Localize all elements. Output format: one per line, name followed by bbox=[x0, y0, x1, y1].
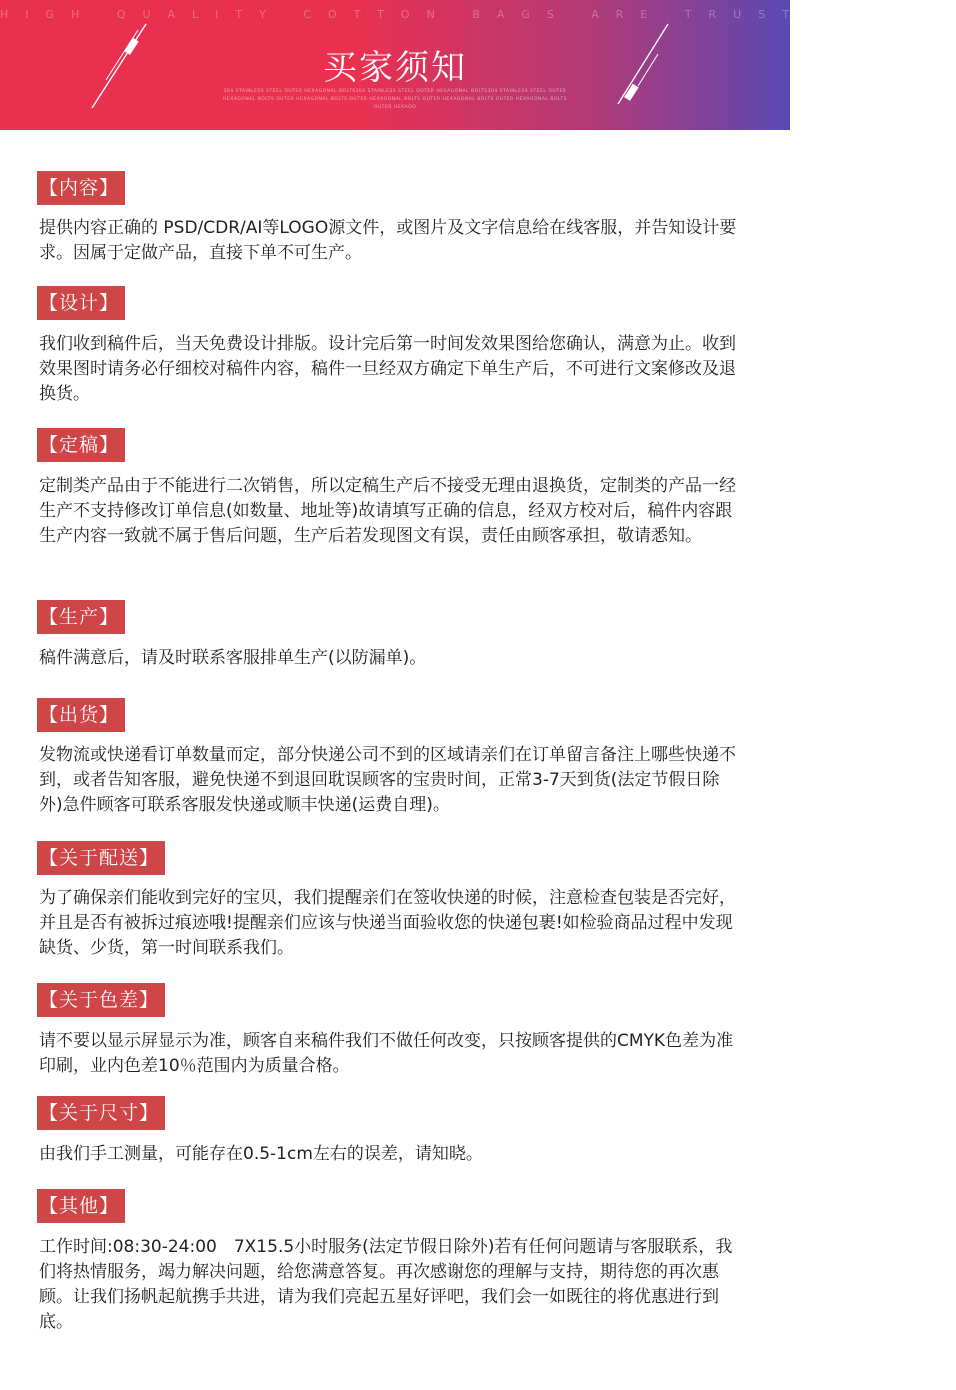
section-heading: 【关于尺寸】 bbox=[37, 1096, 165, 1130]
section-heading: 【关于配送】 bbox=[37, 841, 165, 875]
section-heading: 【设计】 bbox=[37, 286, 125, 320]
header-banner bbox=[0, 0, 956, 130]
banner-fine-print: 304 STAINLESS STEEL OUTER HEXAGONAL BOLTS304 STAINLESS STEEL OUTER HEXAGONAL BOLTS304 STAINLESS STEEL OUTER HEXAGONAL BOLTS OUTER HEXAGONAL BOLTS OUTER HEXAGONAL BOLTS OUTER HEXAGONAL BOLTS OUTER HEXAGONAL BOLTS OUTER HEXAGO bbox=[223, 89, 567, 110]
section-heading: 【定稿】 bbox=[37, 428, 125, 462]
section-text: 提供内容正确的 PSD/CDR/AI等LOGO源文件，或图片及文字信息给在线客服，并告知设计要求。因属于定做产品，直接下单不可生产。 bbox=[39, 218, 737, 263]
section-text: 我们收到稿件后，当天免费设计排版。设计完后第一时间发效果图给您确认，满意为止。收到效果图时请务必仔细校对稿件内容，稿件一旦经双方确定下单生产后，不可进行文案修改及退换货。 bbox=[39, 334, 736, 404]
section-text: 为了确保亲们能收到完好的宝贝，我们提醒亲们在签收快递的时候，注意检查包装是否完好，并且是否有被拆过痕迹哦!提醒亲们应该与快递当面验收您的快递包裹!如检验商品过程中发现缺货、少货，第一时间联系我们。 bbox=[39, 888, 736, 958]
section-text: 发物流或快递看订单数量而定，部分快递公司不到的区域请亲们在订单留言备注上哪些快递不到，或者告知客服，避免快递不到退回耽误顾客的宝贵时间，正常3-7天到货(法定节假日除外)急件顾客可联系客服发快递或顺丰快递(运费自理)。 bbox=[39, 745, 736, 815]
section-text: 请不要以显示屏显示为准，顾客自来稿件我们不做任何改变，只按顾客提供的CMYK色差为准印刷，业内色差10％范围内为质量合格。 bbox=[39, 1031, 734, 1076]
section-heading: 【出货】 bbox=[37, 698, 125, 732]
section-heading: 【内容】 bbox=[37, 171, 125, 205]
banner-tagline: HIGH QUALITY COTTON BAGS ARE TRUSTWORTHY bbox=[0, 8, 956, 21]
section-text: 工作时间:08:30-24:00 7X15.5小时服务(法定节假日除外)若有任何问题请与客服联系，我们将热情服务，竭力解决问题，给您满意答复。再次感谢您的理解与支持，期待您的再次惠顾。让我们扬帆起航携手共进，请为我们亮起五星好评吧，我们会一如既往的将优惠进行到底。 bbox=[39, 1237, 733, 1332]
page-title: 买家须知 bbox=[323, 48, 467, 88]
needle-icon bbox=[612, 18, 682, 112]
section-text: 定制类产品由于不能进行二次销售，所以定稿生产后不接受无理由退换货，定制类的产品一经生产不支持修改订单信息(如数量、地址等)故请填写正确的信息，经双方校对后，稿件内容跟生产内容一致就不属于售后问题，生产后若发现图文有误，责任由顾客承担，敬请悉知。 bbox=[39, 476, 736, 546]
section-heading: 【关于色差】 bbox=[37, 983, 165, 1017]
section-text: 稿件满意后，请及时联系客服排单生产(以防漏单)。 bbox=[39, 648, 427, 668]
section-heading: 【生产】 bbox=[37, 600, 125, 634]
section-text: 由我们手工测量，可能存在0.5-1cm左右的误差，请知晓。 bbox=[39, 1144, 483, 1164]
section-heading: 【其他】 bbox=[37, 1189, 125, 1223]
